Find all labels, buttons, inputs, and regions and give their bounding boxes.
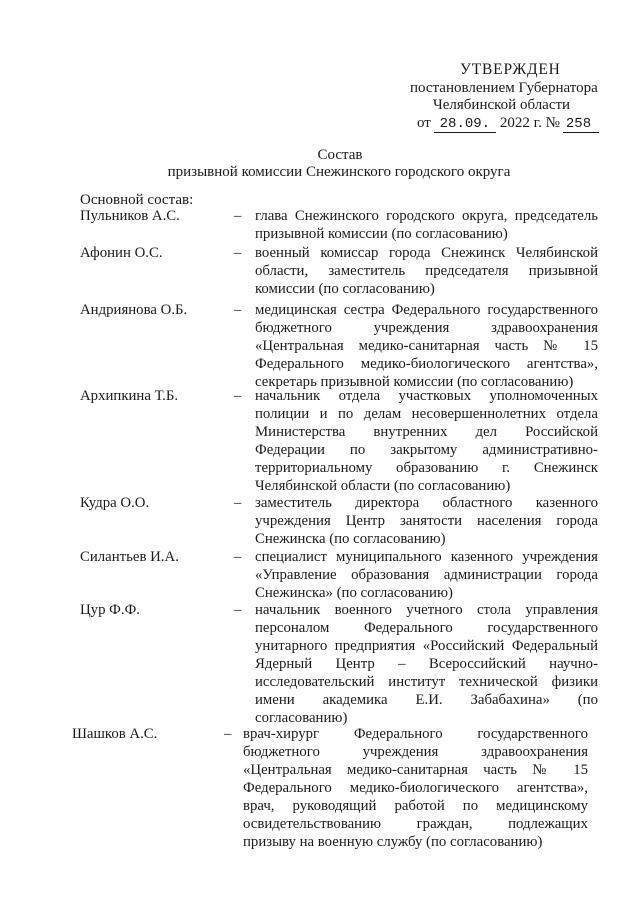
- duty-line: Федерации по закрытому административно-: [255, 442, 598, 458]
- duty-line: призыву на военную службу (по согласованию): [243, 834, 543, 850]
- member-duties: [255, 387, 598, 495]
- date-prefix: от: [417, 115, 431, 131]
- dash-separator: –: [234, 602, 242, 618]
- dash-separator: –: [234, 208, 242, 224]
- duty-line: медицинская сестра Федерального государственного: [255, 302, 598, 318]
- duty-line: «Управление образования администрации города: [255, 567, 598, 583]
- dash-separator: –: [234, 302, 242, 318]
- duty-line: Министерства внутренних дел Российской: [255, 424, 598, 440]
- member-name: Цур Ф.Ф.: [80, 602, 140, 618]
- member-duties: [255, 548, 598, 602]
- duty-line: начальник отдела участковых уполномоченных: [255, 388, 598, 404]
- dash-separator: –: [234, 495, 242, 511]
- member-name: Кудра О.О.: [80, 495, 150, 511]
- document-subtitle: призывной комиссии Снежинского городского округа: [167, 164, 511, 180]
- duty-line: заместитель директора областного казенного: [255, 495, 598, 511]
- dash-separator: –: [224, 726, 232, 742]
- duty-line: комиссии (по согласованию): [255, 281, 435, 297]
- duty-line: Ядерный Центр – Всероссийский научно-: [255, 656, 598, 672]
- duty-line: бюджетного учреждения здравоохранения: [255, 320, 598, 336]
- duty-line: врач, руководящий работой по медицинскому: [243, 798, 588, 814]
- duty-line: полиции и по делам несовершеннолетних отдела: [255, 406, 598, 422]
- duty-line: унитарного предприятия «Российский Федеральный: [255, 638, 598, 654]
- member-name: Афонин О.С.: [80, 245, 163, 261]
- duty-line: территориальному образованию г. Снежинск: [255, 460, 598, 476]
- dash-separator: –: [234, 549, 242, 565]
- dash-separator: –: [234, 245, 242, 261]
- duty-line: глава Снежинского городского округа, председатель: [255, 208, 598, 224]
- duty-line: персоналом Федерального государственного: [255, 620, 598, 636]
- dash-separator: –: [234, 388, 242, 404]
- duty-line: Снежинска (по согласованию): [255, 531, 446, 547]
- approval-date-line: [417, 114, 599, 133]
- member-duties: [255, 494, 598, 548]
- duty-line: специалист муниципального казенного учреждения: [255, 549, 598, 565]
- duty-line: освидетельствованию граждан, подлежащих: [243, 816, 588, 832]
- member-name: Архипкина Т.Б.: [80, 388, 179, 404]
- member-duties: [243, 725, 588, 851]
- member-duties: [255, 207, 598, 243]
- duty-line: области, заместитель председателя призывной: [255, 263, 598, 279]
- duty-line: учреждения Центр занятости населения города: [255, 513, 598, 529]
- duty-line: Федерального медико-биологического агентства»,: [255, 356, 598, 372]
- approval-year: 2022 г. №: [499, 115, 560, 131]
- approval-authority: постановлением Губернатора: [410, 80, 598, 96]
- duty-line: «Центральная медико-санитарная часть № 15: [255, 338, 598, 354]
- member-name: Пульников А.С.: [80, 208, 180, 224]
- member-name: Шашков А.С.: [72, 726, 158, 742]
- approval-region: Челябинской области: [433, 97, 571, 113]
- duty-line: призывной комиссии (по согласованию): [255, 226, 508, 242]
- duty-line: имени академика Е.И. Забабахина» (по: [255, 692, 598, 708]
- duty-line: бюджетного учреждения здравоохранения: [243, 744, 588, 760]
- document-title: Состав: [317, 147, 363, 163]
- member-name: Андриянова О.Б.: [80, 302, 188, 318]
- duty-line: врач-хирург Федерального государственного: [243, 726, 588, 742]
- duty-line: согласованию): [255, 710, 348, 726]
- approval-title: УТВЕРЖДЕН: [460, 61, 561, 78]
- duty-line: «Центральная медико-санитарная часть № 15: [243, 762, 588, 778]
- duty-line: Челябинской области (по согласованию): [255, 478, 511, 494]
- duty-line: исследовательский институт технической физики: [255, 674, 598, 690]
- duty-line: Федерального медико-биологического агентства»,: [243, 780, 588, 796]
- section-label: Основной состав:: [80, 192, 194, 208]
- member-name: Силантьев И.А.: [80, 549, 179, 565]
- member-duties: [255, 244, 598, 298]
- duty-line: начальник военного учетного стола управления: [255, 602, 598, 618]
- duty-line: Снежинска» (по согласованию): [255, 585, 453, 601]
- approval-number: 258: [563, 117, 599, 133]
- duty-line: военный комиссар города Снежинск Челябинской: [255, 245, 598, 261]
- member-duties: [255, 301, 598, 391]
- approval-date: 28.09.: [434, 117, 496, 133]
- member-duties: [255, 601, 598, 727]
- duty-line: секретарь призывной комиссии (по согласованию): [255, 374, 574, 390]
